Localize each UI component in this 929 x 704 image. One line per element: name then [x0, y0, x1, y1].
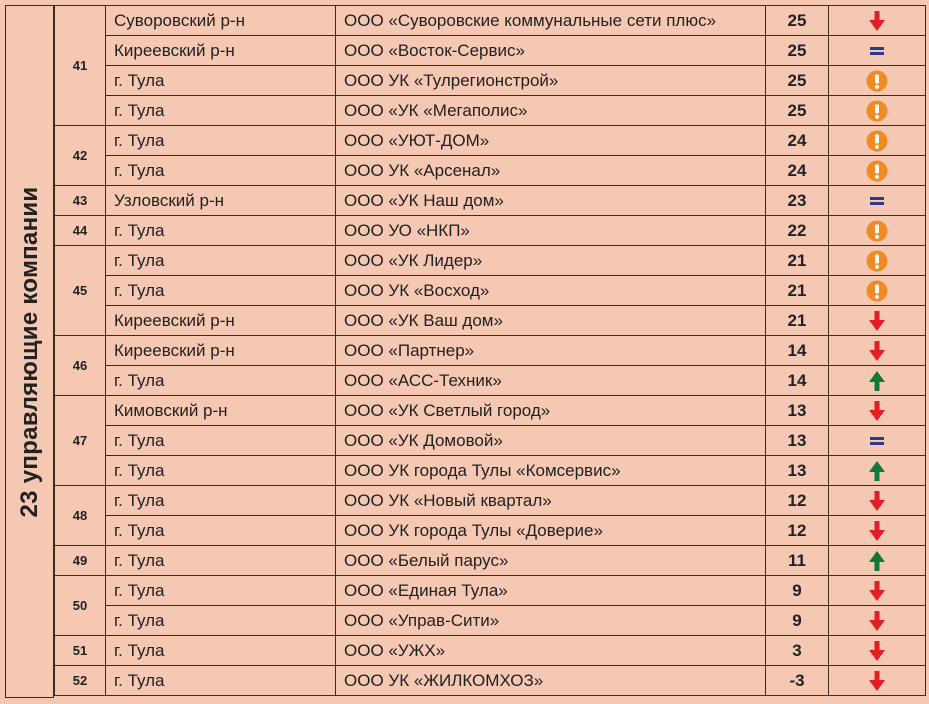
table-row [55, 96, 926, 126]
trend-cell [829, 6, 926, 36]
trend-cell [829, 486, 926, 516]
warning-icon [866, 130, 888, 152]
table-row [55, 546, 926, 576]
arrow-down-icon [869, 670, 885, 692]
table-row [55, 126, 926, 156]
warning-icon [866, 70, 888, 92]
organization-cell: ООО «УК Ваш дом» [336, 306, 766, 336]
arrow-down-icon [869, 640, 885, 662]
score-cell: 21 [766, 276, 829, 306]
rank-cell: 43 [55, 186, 106, 216]
rank-cell: 50 [55, 576, 106, 636]
side-label-text: 23 управляющие компании [15, 186, 43, 517]
area-cell: г. Тула [106, 606, 336, 636]
organization-cell: ООО УО «НКП» [336, 216, 766, 246]
rank-cell: 48 [55, 486, 106, 546]
trend-cell [829, 636, 926, 666]
trend-cell [829, 546, 926, 576]
table-row [55, 666, 926, 696]
trend-cell [829, 396, 926, 426]
score-cell: 25 [766, 6, 829, 36]
table-row [55, 336, 926, 366]
arrow-down-icon [869, 310, 885, 332]
warning-icon [866, 100, 888, 122]
area-cell: г. Тула [106, 96, 336, 126]
trend-cell [829, 456, 926, 486]
area-cell: г. Тула [106, 216, 336, 246]
organization-cell: ООО УК «Тулрегионстрой» [336, 66, 766, 96]
organization-cell: ООО УК города Тулы «Комсервис» [336, 456, 766, 486]
area-cell: Суворовский р-н [106, 6, 336, 36]
arrow-down-icon [869, 340, 885, 362]
score-cell: 12 [766, 486, 829, 516]
organization-cell: ООО УК «Арсенал» [336, 156, 766, 186]
table-row [55, 276, 926, 306]
group-side-label [5, 5, 54, 698]
score-cell: 9 [766, 606, 829, 636]
rank-cell: 45 [55, 246, 106, 336]
trend-cell [829, 36, 926, 66]
organization-cell: ООО УК города Тулы «Доверие» [336, 516, 766, 546]
warning-icon [866, 280, 888, 302]
table-row [55, 396, 926, 426]
score-cell: 25 [766, 66, 829, 96]
table-row [55, 6, 926, 36]
area-cell: г. Тула [106, 516, 336, 546]
organization-cell: ООО «УК «Мегаполис» [336, 96, 766, 126]
table-row [55, 486, 926, 516]
equal-icon [869, 196, 885, 206]
trend-cell [829, 186, 926, 216]
trend-cell [829, 306, 926, 336]
rank-cell: 44 [55, 216, 106, 246]
area-cell: г. Тула [106, 456, 336, 486]
table-row [55, 636, 926, 666]
score-cell: 12 [766, 516, 829, 546]
organization-cell: ООО «Управ-Сити» [336, 606, 766, 636]
score-cell: 24 [766, 126, 829, 156]
arrow-down-icon [869, 400, 885, 422]
score-cell: 13 [766, 396, 829, 426]
area-cell: г. Тула [106, 366, 336, 396]
rank-cell: 52 [55, 666, 106, 696]
trend-cell [829, 156, 926, 186]
trend-cell [829, 246, 926, 276]
table-row [55, 366, 926, 396]
area-cell: г. Тула [106, 486, 336, 516]
trend-cell [829, 426, 926, 456]
equal-icon [869, 46, 885, 56]
trend-cell [829, 216, 926, 246]
score-cell: 11 [766, 546, 829, 576]
rank-cell: 42 [55, 126, 106, 186]
table-row [55, 186, 926, 216]
organization-cell: ООО «Белый парус» [336, 546, 766, 576]
area-cell: г. Тула [106, 666, 336, 696]
arrow-up-icon [869, 550, 885, 572]
score-cell: 23 [766, 186, 829, 216]
trend-cell [829, 96, 926, 126]
area-cell: Кимовский р-н [106, 396, 336, 426]
area-cell: г. Тула [106, 546, 336, 576]
warning-icon [866, 160, 888, 182]
score-cell: 24 [766, 156, 829, 186]
rank-cell: 47 [55, 396, 106, 486]
rank-cell: 49 [55, 546, 106, 576]
arrow-down-icon [869, 520, 885, 542]
organization-cell: ООО «УК Светлый город» [336, 396, 766, 426]
organization-cell: ООО «УК Домовой» [336, 426, 766, 456]
arrow-down-icon [869, 10, 885, 32]
table-row [55, 576, 926, 606]
score-cell: 13 [766, 426, 829, 456]
table-row [55, 36, 926, 66]
organization-cell: ООО «УЖХ» [336, 636, 766, 666]
organization-cell: ООО «Суворовские коммунальные сети плюс» [336, 6, 766, 36]
rating-table [54, 5, 926, 696]
rating-table-body [55, 6, 926, 696]
table-row [55, 216, 926, 246]
trend-cell [829, 576, 926, 606]
score-cell: 3 [766, 636, 829, 666]
table-row [55, 516, 926, 546]
score-cell: -3 [766, 666, 829, 696]
table-row [55, 246, 926, 276]
warning-icon [866, 220, 888, 242]
area-cell: г. Тула [106, 126, 336, 156]
area-cell: г. Тула [106, 276, 336, 306]
table-row [55, 456, 926, 486]
score-cell: 21 [766, 306, 829, 336]
rank-cell: 46 [55, 336, 106, 396]
score-cell: 21 [766, 246, 829, 276]
area-cell: г. Тула [106, 246, 336, 276]
score-cell: 25 [766, 96, 829, 126]
area-cell: г. Тула [106, 636, 336, 666]
trend-cell [829, 606, 926, 636]
organization-cell: ООО УК «Новый квартал» [336, 486, 766, 516]
score-cell: 14 [766, 366, 829, 396]
rank-cell: 41 [55, 6, 106, 126]
score-cell: 9 [766, 576, 829, 606]
area-cell: Киреевский р-н [106, 36, 336, 66]
trend-cell [829, 666, 926, 696]
table-row [55, 306, 926, 336]
arrow-up-icon [869, 460, 885, 482]
score-cell: 13 [766, 456, 829, 486]
arrow-down-icon [869, 490, 885, 512]
area-cell: Киреевский р-н [106, 306, 336, 336]
table-row [55, 426, 926, 456]
arrow-down-icon [869, 580, 885, 602]
equal-icon [869, 436, 885, 446]
trend-cell [829, 66, 926, 96]
organization-cell: ООО «АСС-Техник» [336, 366, 766, 396]
table-row [55, 156, 926, 186]
area-cell: г. Тула [106, 426, 336, 456]
organization-cell: ООО УК «Восход» [336, 276, 766, 306]
score-cell: 22 [766, 216, 829, 246]
trend-cell [829, 336, 926, 366]
trend-cell [829, 366, 926, 396]
score-cell: 14 [766, 336, 829, 366]
organization-cell: ООО «УЮТ-ДОМ» [336, 126, 766, 156]
area-cell: г. Тула [106, 156, 336, 186]
organization-cell: ООО «Восток-Сервис» [336, 36, 766, 66]
table-row [55, 606, 926, 636]
area-cell: г. Тула [106, 576, 336, 606]
table-row [55, 66, 926, 96]
trend-cell [829, 516, 926, 546]
arrow-down-icon [869, 610, 885, 632]
organization-cell: ООО «Единая Тула» [336, 576, 766, 606]
area-cell: Узловский р-н [106, 186, 336, 216]
organization-cell: ООО УК «ЖИЛКОМХОЗ» [336, 666, 766, 696]
area-cell: г. Тула [106, 66, 336, 96]
rank-cell: 51 [55, 636, 106, 666]
organization-cell: ООО «УК Наш дом» [336, 186, 766, 216]
warning-icon [866, 250, 888, 272]
organization-cell: ООО «УК Лидер» [336, 246, 766, 276]
trend-cell [829, 126, 926, 156]
area-cell: Киреевский р-н [106, 336, 336, 366]
organization-cell: ООО «Партнер» [336, 336, 766, 366]
score-cell: 25 [766, 36, 829, 66]
trend-cell [829, 276, 926, 306]
arrow-up-icon [869, 370, 885, 392]
